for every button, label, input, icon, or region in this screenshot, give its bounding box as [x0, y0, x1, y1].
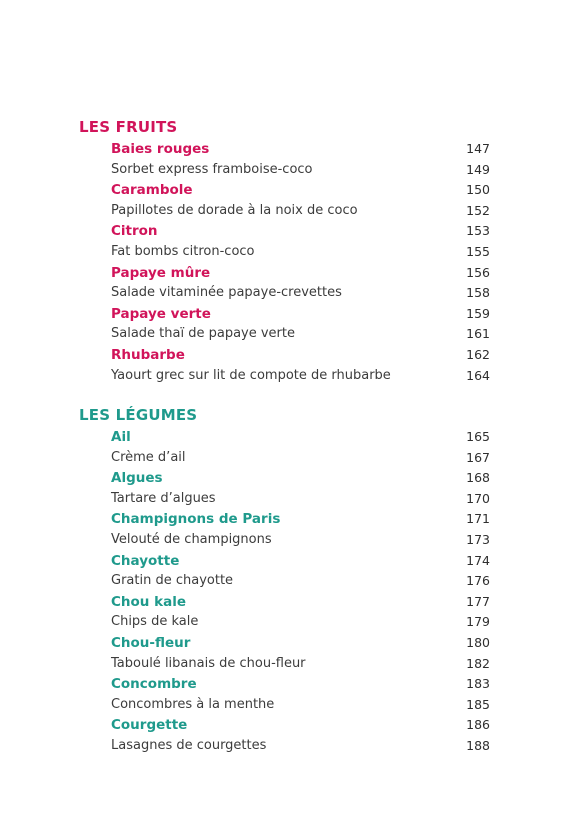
- entry-label: Salade vitaminée papaye-crevettes: [111, 285, 342, 301]
- toc-heading-entry[interactable]: [0, 716, 574, 737]
- toc-recipe-entry[interactable]: [0, 490, 574, 511]
- entry-label: Tartare d’algues: [111, 490, 216, 506]
- entry-label: Velouté de champignons: [111, 531, 272, 547]
- toc-recipe-entry[interactable]: [0, 284, 574, 305]
- toc-recipe-entry[interactable]: [0, 655, 574, 676]
- page-number: 170: [466, 490, 490, 506]
- toc-recipe-entry[interactable]: [0, 531, 574, 552]
- section-title: LES LÉGUMES: [79, 406, 198, 424]
- toc-recipe-entry[interactable]: [0, 243, 574, 264]
- page-number: 185: [466, 696, 490, 712]
- entry-label: Papaye mûre: [111, 264, 211, 281]
- page-number: 156: [466, 264, 490, 280]
- toc-recipe-entry[interactable]: [0, 572, 574, 593]
- toc-recipe-entry[interactable]: [0, 449, 574, 470]
- toc-heading-entry[interactable]: [0, 346, 574, 367]
- toc-heading-entry[interactable]: [0, 428, 574, 449]
- toc-recipe-entry[interactable]: [0, 325, 574, 346]
- toc-heading-entry[interactable]: [0, 510, 574, 531]
- entry-label: Chou-fleur: [111, 634, 191, 651]
- toc-heading-entry[interactable]: [0, 469, 574, 490]
- toc-heading-entry[interactable]: [0, 593, 574, 614]
- toc-heading-entry[interactable]: [0, 264, 574, 285]
- entry-label: Crème d’ail: [111, 449, 186, 465]
- page-number: 176: [466, 573, 490, 589]
- toc-recipe-entry[interactable]: [0, 367, 574, 388]
- entry-label: Chou kale: [111, 593, 186, 610]
- toc-heading-entry[interactable]: [0, 222, 574, 243]
- toc-heading-entry[interactable]: [0, 634, 574, 655]
- toc-heading-entry[interactable]: [0, 552, 574, 573]
- toc-list: [0, 140, 574, 387]
- toc-recipe-entry[interactable]: [0, 161, 574, 182]
- page-number: 174: [466, 552, 490, 568]
- toc-heading-entry[interactable]: [0, 181, 574, 202]
- entry-label: Baies rouges: [111, 141, 210, 157]
- toc-list: [0, 428, 574, 758]
- page-number: 155: [466, 243, 490, 259]
- page-number: 152: [466, 202, 490, 218]
- entry-label: Ail: [111, 429, 131, 445]
- entry-label: Algues: [111, 470, 163, 487]
- page-number: 162: [466, 346, 490, 362]
- entry-label: Chayotte: [111, 552, 180, 569]
- page-number: 153: [466, 223, 490, 239]
- page-number: 149: [466, 161, 490, 177]
- page-number: 159: [466, 305, 490, 321]
- section-title: LES FRUITS: [79, 118, 178, 136]
- page-number: 179: [466, 614, 490, 630]
- entry-label: Fat bombs citron-coco: [111, 243, 255, 259]
- entry-label: Sorbet express framboise-coco: [111, 161, 313, 177]
- toc-heading-entry[interactable]: [0, 675, 574, 696]
- page-number: 177: [466, 593, 490, 609]
- entry-label: Taboulé libanais de chou-fleur: [111, 655, 306, 671]
- toc-recipe-entry[interactable]: [0, 613, 574, 634]
- page-number: 150: [466, 182, 490, 198]
- page-number: 158: [466, 285, 490, 301]
- entry-label: Gratin de chayotte: [111, 573, 234, 589]
- entry-label: Champignons de Paris: [111, 511, 281, 528]
- entry-label: Rhubarbe: [111, 346, 185, 363]
- page-number: 182: [466, 655, 490, 671]
- page-number: 164: [466, 367, 490, 383]
- page-number: 171: [466, 511, 490, 527]
- toc-recipe-entry[interactable]: [0, 696, 574, 717]
- page-number: 186: [466, 717, 490, 733]
- page-number: 165: [466, 429, 490, 444]
- page-number: 161: [466, 326, 490, 342]
- entry-label: Citron: [111, 223, 158, 240]
- entry-label: Papillotes de dorade à la noix de coco: [111, 202, 358, 218]
- entry-label: Salade thaï de papaye verte: [111, 326, 295, 342]
- toc-heading-entry[interactable]: [0, 305, 574, 326]
- entry-label: Carambole: [111, 182, 193, 199]
- page-number: 180: [466, 634, 490, 650]
- page-number: 167: [466, 449, 490, 465]
- entry-label: Concombre: [111, 676, 197, 693]
- entry-label: Chips de kale: [111, 614, 199, 630]
- page-number: 188: [466, 737, 490, 753]
- entry-label: Yaourt grec sur lit de compote de rhubarbe: [111, 367, 391, 383]
- toc-heading-entry[interactable]: [0, 140, 574, 161]
- entry-label: Courgette: [111, 717, 188, 734]
- page-number: 147: [466, 141, 490, 156]
- entry-label: Concombres à la menthe: [111, 696, 275, 712]
- page-number: 173: [466, 531, 490, 547]
- entry-label: Papaye verte: [111, 305, 211, 322]
- entry-label: Lasagnes de courgettes: [111, 737, 267, 753]
- page-number: 183: [466, 676, 490, 692]
- toc-recipe-entry[interactable]: [0, 737, 574, 758]
- page-number: 168: [466, 470, 490, 486]
- toc-recipe-entry[interactable]: [0, 202, 574, 223]
